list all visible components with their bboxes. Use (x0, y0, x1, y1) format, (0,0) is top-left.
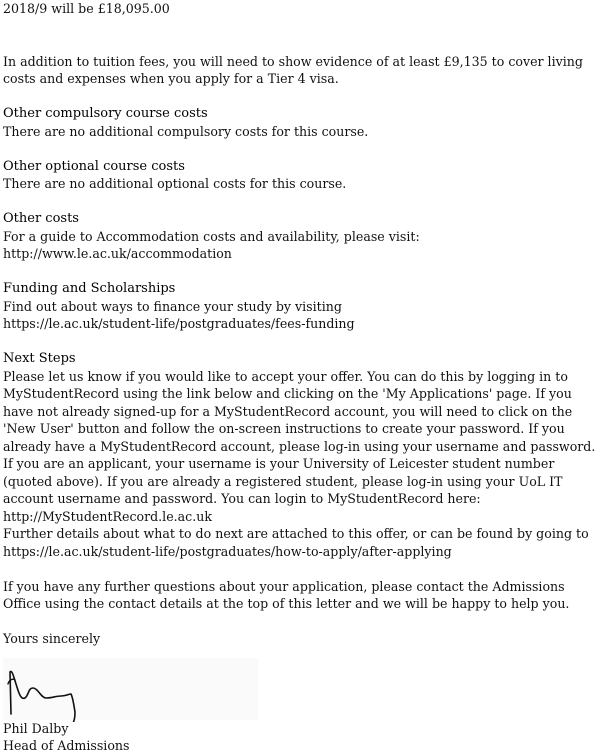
spacer (3, 140, 597, 158)
spacer (3, 263, 597, 281)
further-details-paragraph: Further details about what to do next are attached to this offer, or can be found by going to https://le.ac.uk/student-life/postgraduates/how-to-apply/after-applying (3, 526, 589, 559)
spacer (3, 613, 597, 631)
section-heading: Funding and Scholarships (3, 281, 176, 296)
living-costs-paragraph: In addition to tuition fees, you will need to show evidence of at least £9,135 to cover living costs and expenses when you apply for a Tier 4 visa. (3, 53, 583, 86)
section-compulsory-costs (3, 105, 597, 140)
tuition-fee-line: 2018/9 will be £18,095.00 (3, 1, 170, 16)
spacer (3, 18, 597, 53)
spacer (3, 88, 597, 106)
section-other-costs (3, 210, 597, 263)
signature-image (3, 658, 263, 722)
section-text: There are no additional optional costs for this course. (3, 176, 347, 191)
section-next-steps (3, 350, 597, 560)
fees-funding-link[interactable]: https://le.ac.uk/student-life/postgraduates/fees-funding (3, 316, 355, 331)
section-heading: Other compulsory course costs (3, 106, 208, 121)
questions-paragraph: If you have any further questions about your application, please contact the Admissions Office using the contact details at the top of this letter and we will be happy to help you. (3, 578, 570, 611)
section-optional-costs (3, 158, 597, 193)
spacer (3, 193, 597, 211)
signatory-name: Phil Dalby (3, 720, 69, 736)
next-steps-paragraph: Please let us know if you would like to accept your offer. You can do this by logging in to MyStudentRecord using the link below and clicking on the 'My Applications' page. If you have not already signed-up for a MyStudentRecord account, you will need to click on the 'New User' button and follow the on-screen instructions to create your password. If you already have a MyStudentRecord account, please log-in using your username and password. If you are an applicant, your username is your University of Leicester student number (quoted above). If you are already a registered student, please log-in using your UoL IT account username and password. You can login to MyStudentRecord here: http://MyStudentRecord.le.ac.uk (3, 368, 596, 524)
offer-letter-page (3, 0, 597, 755)
section-text: Find out about ways to finance your study by visiting (3, 298, 342, 314)
section-heading: Other optional course costs (3, 158, 185, 174)
signature-background (3, 658, 258, 720)
section-text: For a guide to Accommodation costs and availability, please visit: (3, 228, 420, 244)
accommodation-link[interactable]: http://www.le.ac.uk/accommodation (3, 246, 232, 261)
closing: Yours sincerely (3, 631, 101, 646)
signatory-title: Head of Admissions (3, 738, 130, 753)
section-heading: Next Steps (3, 351, 76, 366)
signature-area (3, 658, 597, 720)
spacer (3, 560, 597, 578)
section-heading: Other costs (3, 211, 79, 226)
section-text: There are no additional compulsory costs for this course. (3, 123, 369, 139)
section-funding (3, 280, 597, 333)
spacer (3, 333, 597, 351)
